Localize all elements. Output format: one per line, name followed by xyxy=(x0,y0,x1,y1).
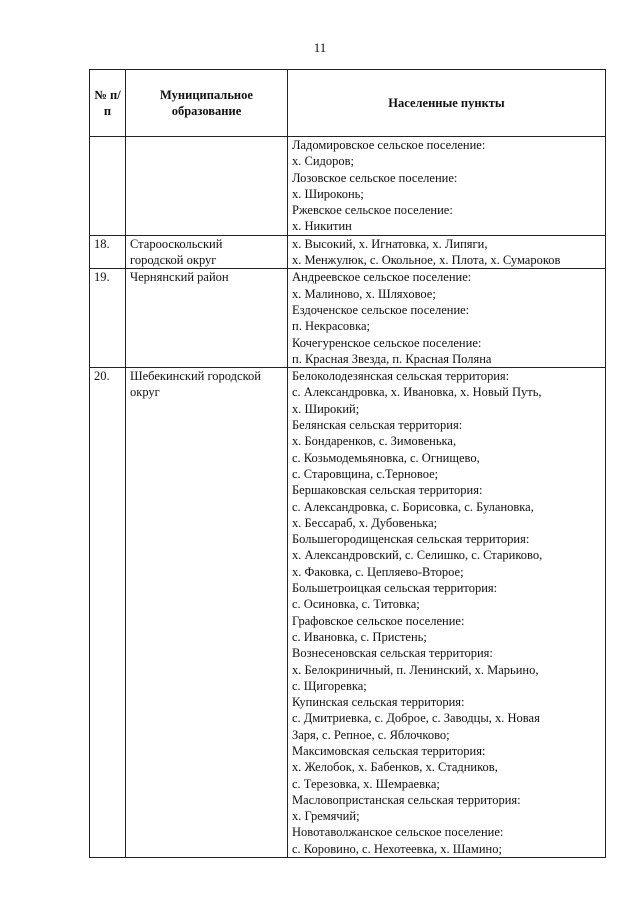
page-number: 11 xyxy=(313,40,327,55)
settlements-cell xyxy=(288,137,606,236)
table-row xyxy=(90,235,606,269)
settlement-line: Купинская сельская территория: xyxy=(292,695,465,710)
settlement-line: Большетроицкая сельская территория: xyxy=(292,581,498,596)
settlement-line: с. Ивановка, с. Пристень; xyxy=(292,629,427,644)
settlement-line: с. Александровка, с. Борисовка, с. Булановка, xyxy=(292,499,534,514)
settlement-line: х. Никитин xyxy=(292,219,352,234)
row-number xyxy=(90,137,126,236)
municipality-line: Чернянский район xyxy=(130,270,229,285)
settlement-line: Белянская сельская территория: xyxy=(292,418,463,433)
settlement-line: х. Александровский, с. Селишко, с. Стариково, xyxy=(292,548,543,563)
municipality-cell xyxy=(126,368,288,858)
settlement-line: с. Александровка, х. Ивановка, х. Новый Путь, xyxy=(292,385,542,400)
header-settlements: Населенные пункты xyxy=(288,70,606,137)
settlement-line: с. Козьмодемьяновка, с. Огнищево, xyxy=(292,450,480,465)
municipality-line: округ xyxy=(130,385,160,400)
municipality-cell xyxy=(126,137,288,236)
settlements-table xyxy=(89,69,606,858)
settlement-line: х. Широконь; xyxy=(292,186,364,201)
settlement-line: Максимовская сельская территория: xyxy=(292,743,486,758)
settlement-line: Лозовское сельское поселение: xyxy=(292,170,458,185)
settlement-line: х. Малиново, х. Шляховое; xyxy=(292,286,436,301)
settlement-line: х. Бондаренков, с. Зимовенька, xyxy=(292,434,457,449)
table-row xyxy=(90,269,606,368)
settlement-line: х. Менжулюк, с. Окольное, х. Плота, х. Сумароков xyxy=(292,253,561,268)
row-number: 18. xyxy=(90,235,126,269)
settlements-cell xyxy=(288,235,606,269)
settlement-line: х. Широкий; xyxy=(292,401,360,416)
settlement-line: х. Сидоров; xyxy=(292,154,355,169)
settlement-line: Заря, с. Репное, с. Яблочково; xyxy=(292,727,450,742)
row-number: 20. xyxy=(90,368,126,858)
settlement-line: Ржевское сельское поселение: xyxy=(292,203,453,218)
settlement-line: Новотаволжанское сельское поселение: xyxy=(292,825,504,840)
settlement-line: Кочегуренское сельское поселение: xyxy=(292,335,482,350)
municipality-line: Шебекинский городской xyxy=(130,369,261,384)
settlement-line: х. Факовка, с. Цепляево-Второе; xyxy=(292,564,464,579)
settlement-line: п. Красная Звезда, п. Красная Поляна xyxy=(292,351,492,366)
settlement-line: с. Дмитриевка, с. Доброе, с. Заводцы, х. Новая xyxy=(292,711,540,726)
settlement-line: Графовское сельское поселение: xyxy=(292,613,465,628)
settlement-line: Андреевское сельское поселение: xyxy=(292,270,472,285)
settlements-cell xyxy=(288,269,606,368)
settlement-line: х. Белокриничный, п. Ленинский, х. Марьино, xyxy=(292,662,539,677)
settlement-line: Ладомировское сельское поселение: xyxy=(292,138,486,152)
municipality-line: городской округ xyxy=(130,253,217,268)
settlement-line: с. Терезовка, х. Шемраевка; xyxy=(292,776,440,791)
settlement-line: Масловопристанская сельская территория: xyxy=(292,792,521,807)
municipality-cell xyxy=(126,269,288,368)
settlement-line: Вознесеновская сельская территория: xyxy=(292,646,493,661)
settlement-line: п. Некрасовка; xyxy=(292,319,370,334)
settlement-line: Большегородищенская сельская территория: xyxy=(292,532,530,547)
table-row xyxy=(90,368,606,858)
row-number: 19. xyxy=(90,269,126,368)
settlement-line: с. Коровино, с. Нехотеевка, х. Шамино; xyxy=(292,841,502,856)
header-number: № п/п xyxy=(90,70,126,137)
settlement-line: х. Желобок, х. Бабенков, х. Стадников, xyxy=(292,760,498,775)
settlements-cell xyxy=(288,368,606,858)
settlement-line: Бершаковская сельская территория: xyxy=(292,483,483,498)
table-body xyxy=(90,137,606,858)
settlement-line: х. Гремячий; xyxy=(292,809,360,824)
settlement-line: с. Щигоревка; xyxy=(292,678,367,693)
settlement-line: Ездоченское сельское поселение: xyxy=(292,302,470,317)
table-header-row xyxy=(90,70,606,137)
municipality-cell xyxy=(126,235,288,269)
municipality-line: Старооскольский xyxy=(130,236,223,251)
settlement-line: с. Осиновка, с. Титовка; xyxy=(292,597,420,612)
table-row xyxy=(90,137,606,236)
settlement-line: х. Бессараб, х. Дубовенька; xyxy=(292,515,438,530)
settlement-line: с. Старовщина, с.Терновое; xyxy=(292,466,439,481)
settlement-line: х. Высокий, х. Игнатовка, х. Липяги, xyxy=(292,236,488,251)
settlement-line: Белоколодезянская сельская территория: xyxy=(292,369,510,384)
header-municipality: Муниципальное образование xyxy=(126,70,288,137)
